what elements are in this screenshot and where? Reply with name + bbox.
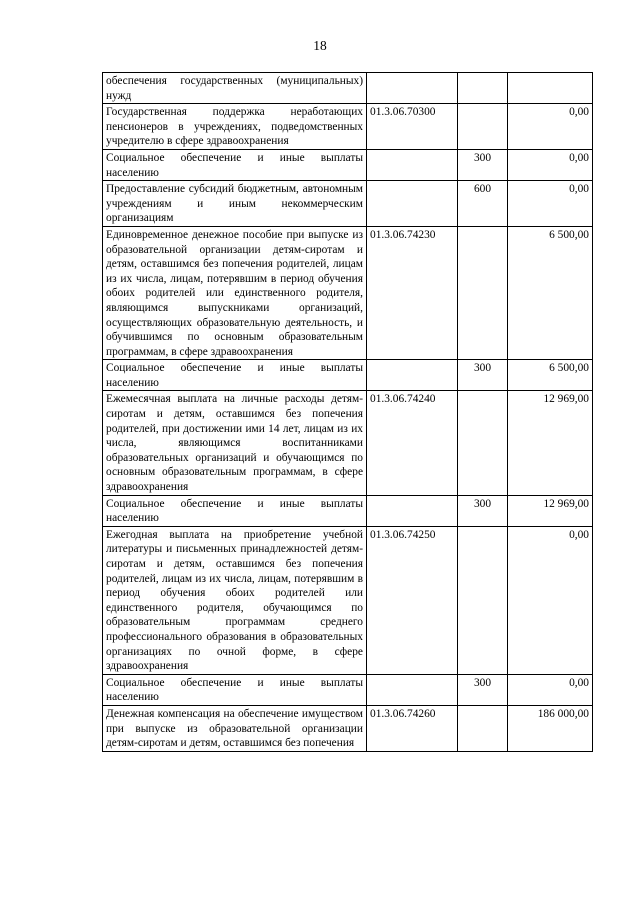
expense-type-cell bbox=[458, 73, 508, 104]
row-name-cell: обеспечения государственных (муниципальных) нужд bbox=[103, 73, 367, 104]
expense-type-cell: 300 bbox=[458, 495, 508, 526]
page-number: 18 bbox=[313, 38, 327, 53]
target-code-cell bbox=[367, 674, 458, 705]
table-row bbox=[103, 149, 593, 180]
amount-cell: 0,00 bbox=[508, 149, 593, 180]
budget-table bbox=[102, 72, 593, 752]
amount-cell: 12 969,00 bbox=[508, 495, 593, 526]
table-row bbox=[103, 104, 593, 150]
target-code-cell bbox=[367, 181, 458, 227]
target-code-cell bbox=[367, 149, 458, 180]
expense-type-cell: 300 bbox=[458, 149, 508, 180]
row-name-cell: Социальное обеспечение и иные выплаты населению bbox=[103, 149, 367, 180]
amount-cell: 186 000,00 bbox=[508, 705, 593, 751]
target-code-cell bbox=[367, 73, 458, 104]
row-name-cell: Единовременное денежное пособие при выпуске из образовательной организации детям-сиротам и детям, оставшимся без попечения родителей, лицам из их числа, лицам, потерявшим в период обучения обоих родителей или единственного родителя, являющимся выпускниками организаций, осуществляющих образовательную деятельность, и обучившимся по основным образовательным программам, в сфере здравоохранения bbox=[103, 226, 367, 359]
row-name-cell: Ежегодная выплата на приобретение учебной литературы и письменных принадлежностей детям-сиротам и детям, оставшимся без попечения родителей, лицам из их числа, лицам, потерявшим в период обучения обоих родителей или единственного родителя, обучающимся по образовательным программам среднего профессионального образования в образовательных организациях по очной форме, в сфере здравоохранения bbox=[103, 526, 367, 674]
amount-cell: 0,00 bbox=[508, 674, 593, 705]
table-row bbox=[103, 226, 593, 359]
amount-cell bbox=[508, 73, 593, 104]
target-code-cell bbox=[367, 495, 458, 526]
target-code-cell: 01.3.06.70300 bbox=[367, 104, 458, 150]
expense-type-cell bbox=[458, 705, 508, 751]
expense-type-cell bbox=[458, 526, 508, 674]
row-name-cell: Социальное обеспечение и иные выплаты населению bbox=[103, 495, 367, 526]
amount-cell: 0,00 bbox=[508, 526, 593, 674]
expense-type-cell bbox=[458, 391, 508, 495]
table-row bbox=[103, 360, 593, 391]
table-row bbox=[103, 73, 593, 104]
target-code-cell: 01.3.06.74240 bbox=[367, 391, 458, 495]
target-code-cell: 01.3.06.74260 bbox=[367, 705, 458, 751]
table-row bbox=[103, 391, 593, 495]
row-name-cell: Социальное обеспечение и иные выплаты населению bbox=[103, 674, 367, 705]
expense-type-cell bbox=[458, 226, 508, 359]
table-row bbox=[103, 705, 593, 751]
amount-cell: 0,00 bbox=[508, 104, 593, 150]
target-code-cell: 01.3.06.74230 bbox=[367, 226, 458, 359]
amount-cell: 0,00 bbox=[508, 181, 593, 227]
row-name-cell: Предоставление субсидий бюджетным, автономным учреждениям и иным некоммерческим организациям bbox=[103, 181, 367, 227]
expense-type-cell: 600 bbox=[458, 181, 508, 227]
table-row bbox=[103, 495, 593, 526]
table-row bbox=[103, 181, 593, 227]
amount-cell: 6 500,00 bbox=[508, 226, 593, 359]
row-name-cell: Государственная поддержка неработающих пенсионеров в учреждениях, подведомственных учредителю в сфере здравоохранения bbox=[103, 104, 367, 150]
row-name-cell: Ежемесячная выплата на личные расходы детям-сиротам и детям, оставшимся без попечения родителей, при достижении ими 14 лет, лицам из их числа, являющимся воспитанниками образовательных организаций и обучающимся по основным образовательным программам, в сфере здравоохранения bbox=[103, 391, 367, 495]
amount-cell: 12 969,00 bbox=[508, 391, 593, 495]
row-name-cell: Социальное обеспечение и иные выплаты населению bbox=[103, 360, 367, 391]
target-code-cell bbox=[367, 360, 458, 391]
table-row bbox=[103, 526, 593, 674]
table-row bbox=[103, 674, 593, 705]
amount-cell: 6 500,00 bbox=[508, 360, 593, 391]
expense-type-cell bbox=[458, 104, 508, 150]
target-code-cell: 01.3.06.74250 bbox=[367, 526, 458, 674]
row-name-cell: Денежная компенсация на обеспечение имуществом при выпуске из образовательной организации детям-сиротам и детям, оставшимся без попечения bbox=[103, 705, 367, 751]
expense-type-cell: 300 bbox=[458, 360, 508, 391]
expense-type-cell: 300 bbox=[458, 674, 508, 705]
